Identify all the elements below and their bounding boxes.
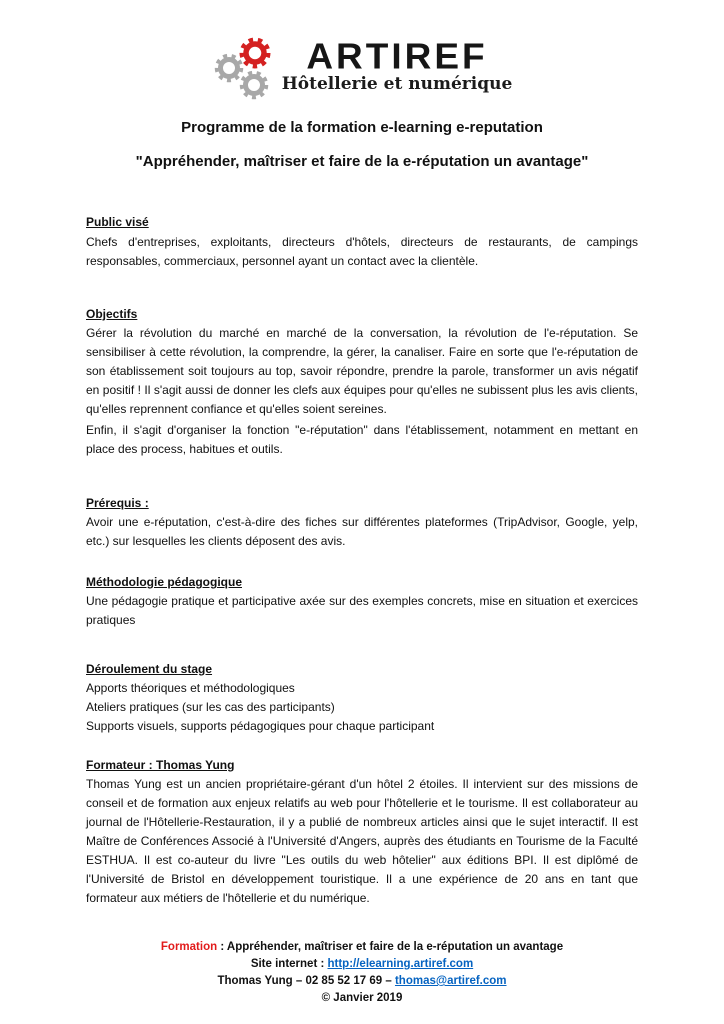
contact-email-link[interactable]: thomas@artiref.com: [394, 975, 507, 987]
footer-site-line: [0, 956, 724, 973]
section-heading-public-vise: Public visé: [86, 215, 149, 229]
footer-contact-line: [0, 973, 724, 990]
page-footer: [0, 939, 724, 1007]
logo-text: [282, 34, 513, 94]
footer-formation-label: Formation: [160, 941, 218, 953]
document-title: Programme de la formation e-learning e-reputation: [181, 119, 543, 136]
brand-name: ARTIREF: [306, 36, 488, 77]
section-body-objectifs-2: Enfin, il s'agit d'organiser la fonction "e-réputation" dans l'établissement, notamment en mettant en place des process, habitues et outils.: [86, 423, 638, 456]
site-url-link[interactable]: http://elearning.artiref.com: [327, 958, 474, 970]
section-body-deroulement: [86, 679, 638, 736]
footer-formation-text: : Appréhender, maîtriser et faire de la e-réputation un avantage: [217, 941, 564, 953]
footer-formation-line: [0, 939, 724, 956]
footer-site-label: Site internet :: [250, 958, 328, 970]
footer-copyright: © Janvier 2019: [321, 992, 403, 1004]
section-body-objectifs: Gérer la révolution du marché en marché de la conversation, la révolution de l'e-réputation. Se sensibiliser à cette révolution, la comprendre, la gérer, la canaliser. Faire en sorte que l'e-réputation de son établissement soit toujours au top, savoir répondre, prendre la parole, transformer un avis négatif en positif ! Il s'agit aussi de donner les clefs aux équipes pour qu'elles ne subissent plus les avis clients, qu'elles reprennent confiance et qu'elles soient sereines.: [86, 326, 638, 416]
logo: [0, 34, 724, 100]
section-heading-deroulement: Déroulement du stage: [86, 662, 213, 676]
section-heading-methodologie: Méthodologie pédagogique: [86, 575, 242, 589]
section-body-public-vise: Chefs d'entreprises, exploitants, directeurs d'hôtels, directeurs de restaurants, de campings responsables, commerciaux, personnel ayant un contact avec la clientèle.: [86, 235, 638, 268]
section-body-formateur: Thomas Yung est un ancien propriétaire-gérant d'un hôtel 2 étoiles. Il intervient sur des missions de conseil et de formation aux enjeux relatifs au web pour l'hôtellerie et le tourisme. Il est collaborateur au journal de l'Hôtellerie-Restauration, il y a publié de nombreux articles ainsi que le sujet interactif. Il est Maître de Conférences Associé à l'Université d'Angers, auprès des étudiants en Tourisme de la Faculté ESTHUA. Il est co-auteur du livre "Les outils du web hôtelier" aux éditions BPI. Il est diplômé de l'Université de Bristol en développement touristique. Il a une expérience de 20 ans en tant que formateur aux métiers de l'hôtellerie et du numérique.: [86, 777, 638, 905]
deroulement-line: Apports théoriques et méthodologiques: [86, 681, 295, 695]
section-heading-objectifs: Objectifs: [86, 307, 138, 321]
section-body-prerequis: Avoir une e-réputation, c'est-à-dire des fiches sur différentes plateformes (TripAdvisor, Google, yelp, etc.) sur lesquelles les clients déposent des avis.: [86, 515, 638, 548]
section-heading-formateur: Formateur : Thomas Yung: [86, 758, 235, 772]
gears-logo-icon: [212, 34, 276, 100]
footer-contact-text: Thomas Yung – 02 85 52 17 69 –: [217, 975, 395, 987]
document-subtitle: "Appréhender, maîtriser et faire de la e-réputation un avantage": [135, 153, 589, 170]
section-heading-prerequis: Prérequis :: [86, 496, 149, 510]
brand-tagline: Hôtellerie et numérique: [281, 74, 513, 94]
section-body-methodologie: Une pédagogie pratique et participative axée sur des exemples concrets, mise en situation et exercices pratiques: [86, 594, 638, 627]
deroulement-line: Ateliers pratiques (sur les cas des participants): [86, 700, 335, 714]
deroulement-line: Supports visuels, supports pédagogiques pour chaque participant: [86, 719, 435, 733]
